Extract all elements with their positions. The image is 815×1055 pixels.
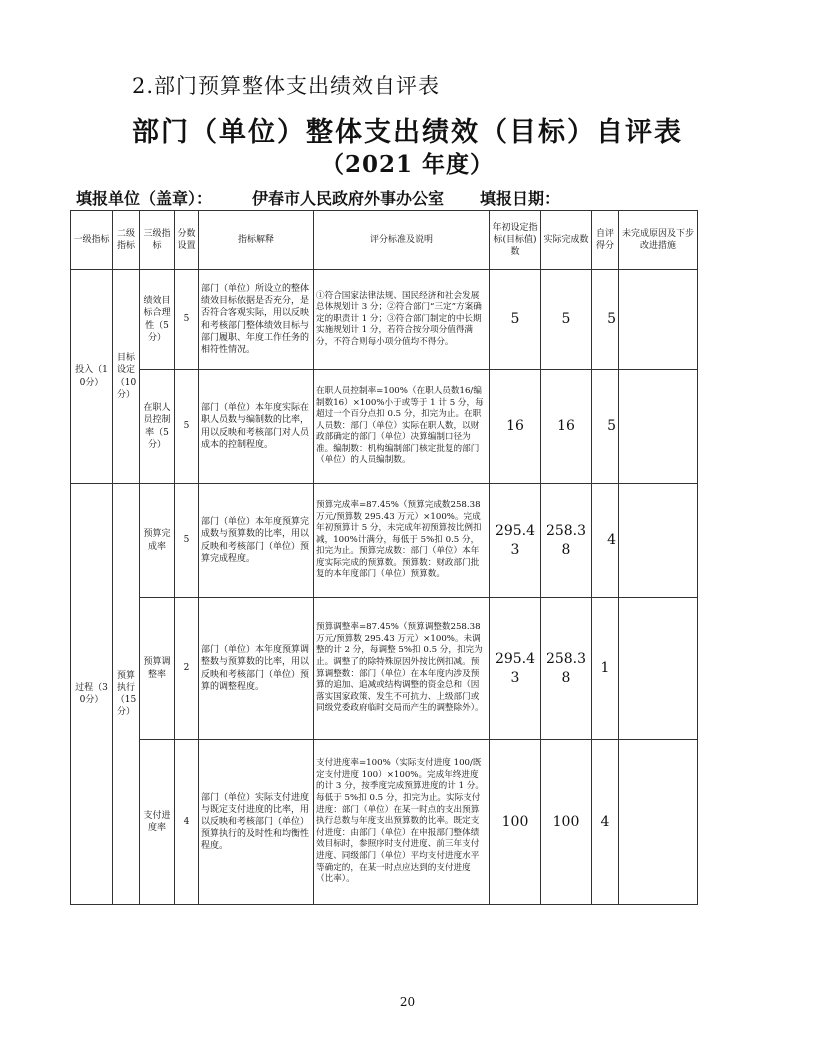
- reason-cell: [619, 598, 698, 740]
- reason-cell: [619, 484, 698, 598]
- table-row: [71, 370, 698, 484]
- target-cell: 295.43: [490, 598, 541, 740]
- evaluation-table: [70, 210, 698, 905]
- level3-cell: 在职人员控制率（5分）: [140, 370, 175, 484]
- actual-cell: 258.38: [541, 598, 592, 740]
- table-row: [71, 270, 698, 370]
- level3-cell: 绩效目标合理性（5分）: [140, 270, 175, 370]
- level3-cell: 预算调整率: [140, 598, 175, 740]
- target-cell: 295.43: [490, 484, 541, 598]
- section-title: 2.部门预算整体支出绩效自评表: [132, 74, 441, 98]
- score-cell: 5: [175, 484, 199, 598]
- criteria-cell: 预算完成率=87.45%（预算完成数258.38 万元/预算数 295.43 万元）×100%。完成年初预算计 5 分，未完成年初预算按比例扣减，100%计满分，每低于 5%扣 0.5 分，扣完为止。预算完成数：部门（单位）本年度实际完成的预算数。预算数：财政部门批复的本年度部门（单位）预算数。: [314, 484, 490, 598]
- table-row: [71, 484, 698, 598]
- header-actual: 实际完成数: [541, 211, 592, 270]
- header-criteria: 评分标准及说明: [314, 211, 490, 270]
- explanation-cell: 部门（单位）所设立的整体绩效目标依据是否充分，是否符合客观实际，用以反映和考核部门整体绩效目标与部门履职、年度工作任务的相符性情况。: [199, 270, 314, 370]
- score-cell: 4: [175, 740, 199, 905]
- page-number: 20: [399, 995, 416, 1009]
- fill-date-label: 填报日期：: [480, 189, 561, 208]
- score-cell: 5: [175, 270, 199, 370]
- level1-process: 过程（30分）: [71, 484, 113, 905]
- explanation-cell: 部门（单位）本年度预算完成数与预算数的比率，用以反映和考核部门（单位）预算完成程度。: [199, 484, 314, 598]
- score-cell: 5: [175, 370, 199, 484]
- criteria-cell: 在职人员控制率=100%（在职人员数16/编制数16）×100%小于或等于 1 计 5 分，每超过一个百分点扣 0.5 分，扣完为止。在职人员数：部门（单位）实际在职人数，以财政部确定的部门（单位）决算编制口径为准。编制数：机构编制部门核定批复的部门（单位）的人员编制数。: [314, 370, 490, 484]
- fill-unit-label: 填报单位（盖章）：: [76, 189, 213, 208]
- self-score-cell: 1: [592, 598, 619, 740]
- header-self-score: 自评得分: [592, 211, 619, 270]
- level3-cell: 预算完成率: [140, 484, 175, 598]
- self-score-cell: 5: [592, 370, 619, 484]
- actual-cell: 100: [541, 740, 592, 905]
- level3-cell: 支付进度率: [140, 740, 175, 905]
- level2-budget-execution: 预算执行（15分）: [113, 484, 140, 905]
- criteria-cell: 支付进度率=100%（实际支付进度 100/既定支付进度 100）×100%。完成年终进度的计 3 分，按季度完成预算进度的计 1 分。每低于 5%扣 0.5 分，扣完为止。实际支付进度：部门（单位）在某一时点的支出预算执行总数与年度支出预算数的比率。既定支付进度：由部门（单位）在申报部门整体绩效目标时，参照序时支付进度、前三年支付进度、同级部门（单位）平均支付进度水平等确定的，在某一时点应达到的支付进度（比率）。: [314, 740, 490, 905]
- reason-cell: [619, 270, 698, 370]
- header-reason: 未完成原因及下步改进措施: [619, 211, 698, 270]
- target-cell: 5: [490, 270, 541, 370]
- self-score-cell: 4: [592, 740, 619, 905]
- header-row: [71, 211, 698, 270]
- actual-cell: 258.38: [541, 484, 592, 598]
- criteria-cell: ①符合国家法律法规、国民经济和社会发展总体规划计 3 分；②符合部门“三定”方案确定的职责计 1 分；③符合部门制定的中长期实施规划计 1 分，若符合按分项分值得满分，不符合则每小项分值均不得分。: [314, 270, 490, 370]
- self-score-cell: 4: [592, 484, 619, 598]
- header-explanation: 指标解释: [199, 211, 314, 270]
- explanation-cell: 部门（单位）本年度预算调整数与预算数的比率，用以反映和考核部门（单位）预算的调整程度。: [199, 598, 314, 740]
- explanation-cell: 部门（单位）本年度实际在职人员数与编制数的比率，用以反映和考核部门对人员成本的控制程度。: [199, 370, 314, 484]
- table-row: [71, 598, 698, 740]
- header-score-setting: 分数设置: [175, 211, 199, 270]
- level1-input: 投入（10分）: [71, 270, 113, 484]
- explanation-cell: 部门（单位）实际支付进度与既定支付进度的比率，用以反映和考核部门（单位）预算执行的及时性和均衡性程度。: [199, 740, 314, 905]
- table-row: [71, 740, 698, 905]
- level2-target-setting: 目标设定（10分）: [113, 270, 140, 484]
- header-level2: 二级指标: [113, 211, 140, 270]
- fill-unit-value: 伊春市人民政府外事办公室: [252, 189, 445, 208]
- year-title: （2021 年度）: [320, 151, 495, 178]
- header-level1: 一级指标: [71, 211, 113, 270]
- main-title: 部门（单位）整体支出绩效（目标）自评表: [132, 117, 683, 148]
- self-score-cell: 5: [592, 270, 619, 370]
- header-target: 年初设定指标(目标值)数: [490, 211, 541, 270]
- criteria-cell: 预算调整率=87.45%（预算调整数258.38 万元/预算数 295.43 万元）×100%。未调整的计 2 分，每调整 5%扣 0.5 分，扣完为止。调整了的除特殊原因外按比例扣减。预算调整数：部门（单位）在本年度内涉及预算的追加、追减或结构调整的资金总和（因落实国家政策、发生不可抗力、上级部门或同级党委政府临时交局而产生的调整除外）。: [314, 598, 490, 740]
- score-cell: 2: [175, 598, 199, 740]
- actual-cell: 16: [541, 370, 592, 484]
- target-cell: 16: [490, 370, 541, 484]
- reason-cell: [619, 370, 698, 484]
- target-cell: 100: [490, 740, 541, 905]
- header-level3: 三级指标: [140, 211, 175, 270]
- actual-cell: 5: [541, 270, 592, 370]
- reason-cell: [619, 740, 698, 905]
